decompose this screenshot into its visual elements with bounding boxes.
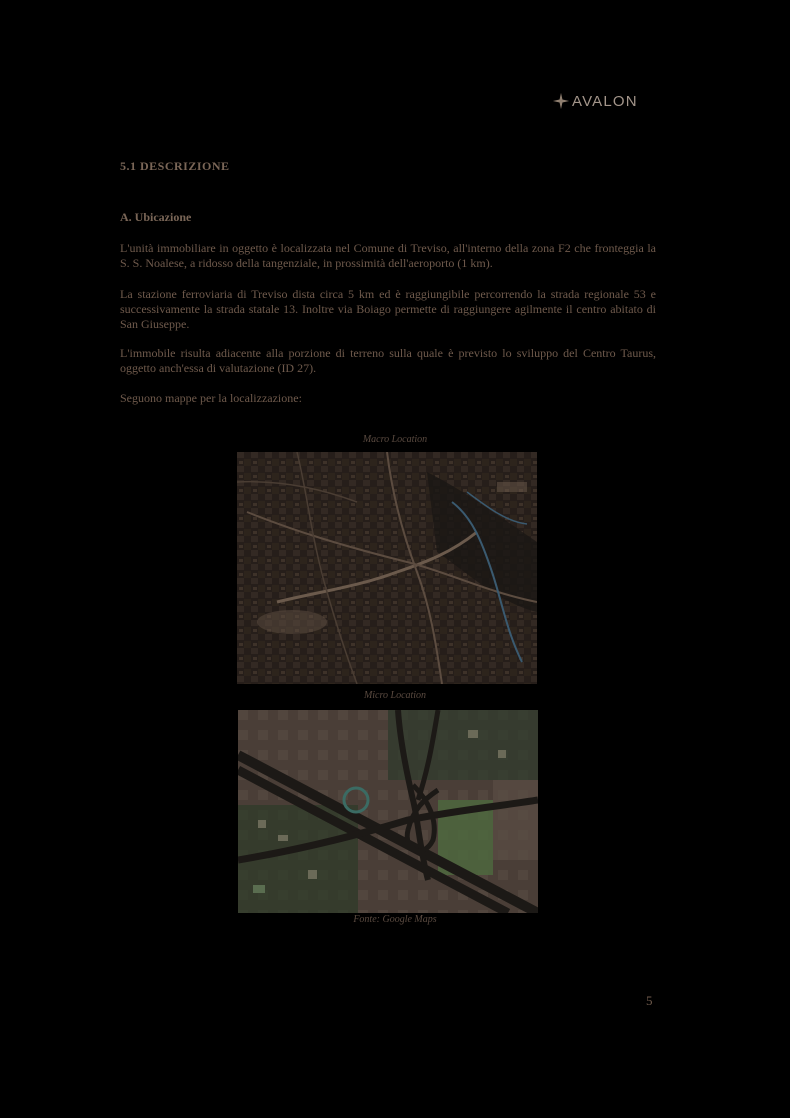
subsection-title: A. Ubicazione bbox=[120, 210, 192, 224]
micro-location-caption: Micro Location bbox=[363, 690, 427, 701]
section-title: 5.1 DESCRIZIONE bbox=[120, 159, 230, 173]
source-caption: Fonte: Google Maps bbox=[353, 914, 437, 925]
company-logo bbox=[552, 92, 638, 110]
micro-location-map bbox=[238, 710, 538, 913]
paragraph-station: La stazione ferroviaria di Treviso dista circa 5 km ed è raggiungibile percorrendo la strada regionale 53 e successivamente la strada statale 13. Inoltre via Boiago permette di raggiungere agilmente il centro abitato di San Giuseppe. bbox=[120, 287, 656, 331]
page-number: 5 bbox=[646, 993, 653, 1008]
macro-location-caption: Macro Location bbox=[362, 434, 428, 445]
logo-text: AVALON bbox=[572, 92, 638, 110]
paragraph-adjacent: L'immobile risulta adiacente alla porzione di terreno sulla quale è previsto lo sviluppo del Centro Taurus, oggetto anch'essa di valutazione (ID 27). bbox=[120, 346, 656, 375]
star-icon bbox=[552, 92, 570, 110]
paragraph-maps-intro: Seguono mappe per la localizzazione: bbox=[120, 391, 302, 405]
macro-location-map bbox=[237, 452, 537, 684]
paragraph-location: L'unità immobiliare in oggetto è localizzata nel Comune di Treviso, all'interno della zona F2 che fronteggia la S. S. Noalese, a ridosso della tangenziale, in prossimità dell'aeroporto (1 km). bbox=[120, 241, 656, 270]
